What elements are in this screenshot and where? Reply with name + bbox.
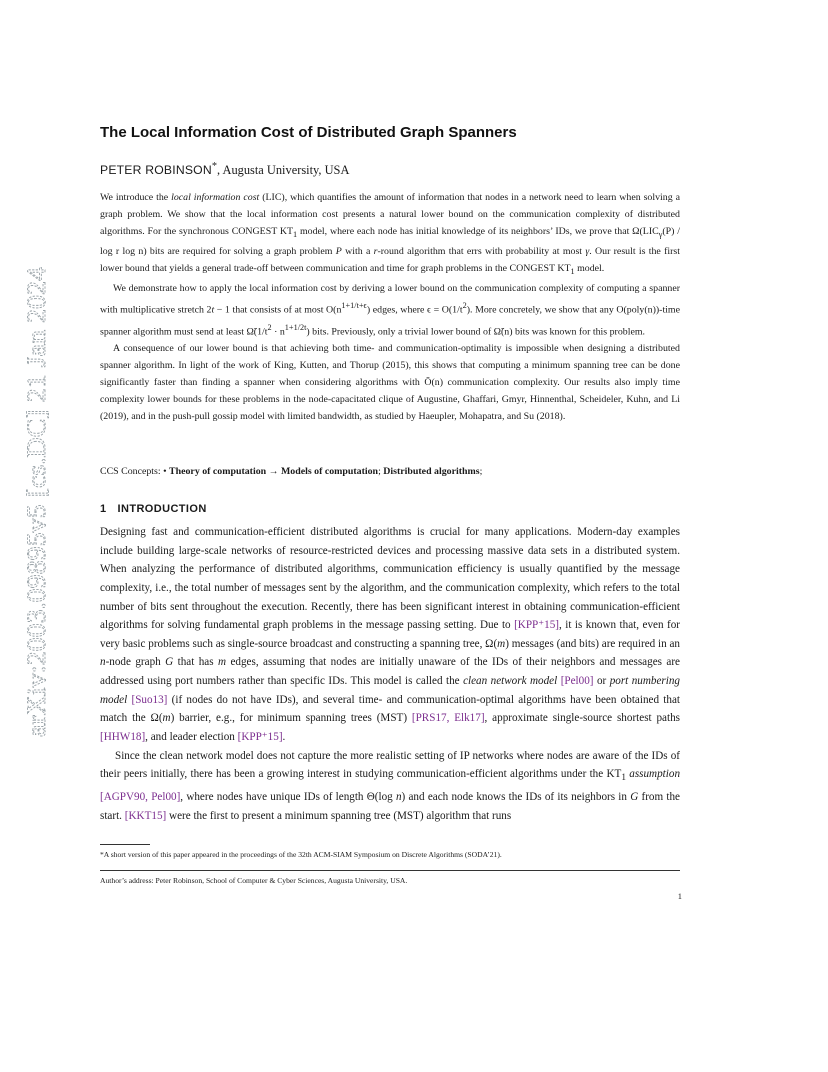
subscript: 1 (570, 267, 575, 277)
ccs-concepts (100, 466, 680, 477)
math-var: γ (585, 246, 590, 258)
ccs-concept: Distributed algorithms (383, 466, 480, 477)
section-title: INTRODUCTION (117, 503, 207, 515)
text: − 1 that consists of at most (214, 304, 327, 316)
subscript: 1 (293, 230, 298, 240)
abstract (100, 189, 680, 425)
text: model. (574, 263, 605, 275)
intro-body (100, 523, 680, 825)
math-var: m (218, 656, 227, 669)
text: edges, assuming that nodes are initially unaware of the IDs of their neighbors and messages are addressed using port numbers rather than specific IDs. This model is called the (100, 656, 680, 687)
math-var: r (373, 246, 378, 258)
ccs-arrow: → (266, 466, 281, 477)
emph-term: local information cost (171, 192, 260, 203)
text: We demonstrate how to apply the local information cost by deriving a lower bound on the communication complexity of computing a spanner with multiplicative stretch 2 (100, 283, 680, 316)
text: ) messages (and bits) are required in an (505, 637, 681, 650)
address-rule (100, 870, 680, 871)
text: We introduce the (100, 192, 172, 203)
paper-title: The Local Information Cost of Distributed Graph Spanners (100, 124, 517, 141)
section-number: 1 (100, 503, 107, 515)
text: from the start. (100, 790, 680, 822)
text: ) barrier, e.g., for minimum spanning trees (MST) (170, 712, 412, 725)
footnote: *A short version of this paper appeared in the proceedings of the 32th ACM-SIAM Symposium on Discrete Algorithms (SODA’21). (100, 850, 502, 859)
text: , it is known that, even for very basic problems such as single-source broadcast and constructing a spanning tree, Ω( (100, 619, 680, 650)
text: model, where each node has initial knowledge of its neighbors’ IDs, we prove that Ω(LIC (297, 226, 659, 238)
text: were the first to present a minimum spanning tree (MST) algorithm that runs (166, 809, 512, 822)
ccs-separator: ; (378, 466, 384, 477)
math: ) edges, where ϵ = O(1/t (366, 304, 463, 316)
emph-term: port numbering model (100, 675, 680, 706)
abstract-paragraph-2 (100, 280, 680, 340)
page-number: 1 (677, 891, 682, 901)
intro-paragraph-2 (100, 747, 680, 826)
abstract-paragraph-1 (100, 189, 680, 280)
text: Designing fast and communication-efficient distributed algorithms is crucial for many applications. Modern-day examples include building large-scale networks of resource-restricted devices and processing massive data sets in a distributed system. When analyzing the performance of distributed algorithms, communication efficiency is usually quantified by the message complexity, i.e., the total number of messages sent by the algorithm, and the communication complexity, which refers to the total number of bits sent throughout the execution. Recently, there has been significant interest in obtaining communication-efficient algorithms for solving fundamental graph problems in the message passing setting. Due to (100, 526, 680, 632)
math-var: G (165, 656, 174, 669)
text: ) and each node knows the IDs of its neighbors in (401, 790, 631, 803)
citation-link[interactable]: [AGPV90, Pel00] (100, 790, 181, 803)
math-var: n (100, 656, 106, 669)
superscript: 1+1/2t (284, 322, 307, 332)
text: or (593, 675, 610, 687)
math-var: G (630, 790, 639, 803)
math-var: m (162, 712, 171, 725)
text: . Our result is the first lower bound that yields a general trade-off between communication and time for graph problems in the CONGEST KT (100, 246, 681, 275)
ccs-end: ; (479, 466, 483, 477)
math-var: m (497, 637, 506, 650)
math-var: P (335, 246, 342, 258)
citation-link[interactable]: [KPP⁺15] (237, 730, 283, 743)
citation-link[interactable]: [Suo13] (131, 693, 168, 706)
text: -node graph (105, 656, 166, 669)
ccs-concept: Models of computation (280, 466, 379, 477)
math: O(n (326, 304, 342, 316)
text: (P) / log r log n) bits are required for solving a graph problem (100, 226, 681, 258)
arxiv-stamp (10, 262, 56, 742)
math-var: n (395, 790, 402, 803)
ccs-concept: Theory of computation (169, 466, 267, 477)
citation-link[interactable]: [KPP⁺15] (514, 619, 559, 632)
footnote-rule (100, 844, 150, 845)
superscript: 2 (462, 301, 467, 311)
text: , where nodes have unique IDs of length Θ(log (180, 790, 396, 803)
intro-paragraph-1 (100, 523, 680, 747)
text: . (282, 730, 286, 743)
text: (if nodes do not have IDs), and several time- and communication-optimal algorithms have been obtained that match the Ω( (100, 693, 680, 725)
author-affiliation: , Augusta University, USA (217, 163, 350, 178)
text: ) bits. Previously, only a trivial lower bound of Ω̃(n) bits was known for this problem. (306, 325, 645, 337)
text: -round algorithm that errs with probability at most (377, 246, 586, 258)
text: ). More concretely, we show that any O(poly(n))-time spanner algorithm must send at least Ω̃(1/t (100, 304, 680, 337)
subscript: γ (658, 230, 663, 240)
math-var: t (211, 304, 215, 316)
ccs-label: CCS Concepts: • (100, 466, 170, 477)
author-line (100, 161, 740, 178)
citation-link[interactable]: [Pel00] (560, 675, 594, 687)
citation-link[interactable]: [HHW18] (100, 730, 146, 743)
superscript: 2 (267, 322, 272, 332)
author-name: PETER ROBINSON (100, 163, 212, 178)
text: that has (173, 656, 218, 669)
superscript: 1+1/t+ϵ (341, 301, 367, 311)
text: Since the clean network model does not capture the more realistic setting of IP networks where nodes are aware of the IDs of their peers initially, there has been a growing interest in studying communication-efficient algorithms under the KT (100, 749, 680, 781)
abstract-paragraph-3: A consequence of our lower bound is that achieving both time- and communication-optimality is impossible when designing a distributed spanner algorithm. In light of the work of King, Kutten, and Thorup (2015), this shows that computing a minimum spanning tree can be done significantly faster than finding a spanner when considering algorithms with Õ(n) communication complexity. Our results also imply time complexity lower bounds for these problems in the node-capacitated clique of Augustine, Ghaffari, Gmyr, Hinnenthal, Scheideler, Kuhn, and Li (2019), and in the push-pull gossip model with limited bandwidth, as studied by Haeupler, Mohapatra, and Su (2018). (100, 342, 680, 423)
arxiv-stamp-text: arXiv:2003.09895v5 [cs.DC] 21 Jan 2024 (22, 300, 51, 737)
author-footnote-mark: * (211, 161, 217, 172)
text: , and leader election (145, 730, 238, 743)
emph-term: assumption (625, 768, 681, 781)
emph-term: clean network model (463, 675, 558, 687)
text: , approximate single-source shortest paths (484, 712, 680, 725)
text: (LIC), which quantifies the amount of information that nodes in a network need to learn when solving a graph problem. We show that the local information cost presents a natural lower bound on the communication complexity of distributed algorithms. For the synchronous CONGEST KT (100, 192, 680, 238)
author-address: Author’s address: Peter Robinson, School of Computer & Cyber Sciences, Augusta University, USA. (100, 876, 408, 885)
section-heading (100, 503, 207, 515)
citation-link[interactable]: [PRS17, Elk17] (411, 712, 485, 725)
citation-link[interactable]: [KKT15] (124, 809, 167, 822)
math: · n (271, 325, 285, 337)
text: with a (341, 246, 374, 258)
subscript: 1 (621, 773, 626, 784)
